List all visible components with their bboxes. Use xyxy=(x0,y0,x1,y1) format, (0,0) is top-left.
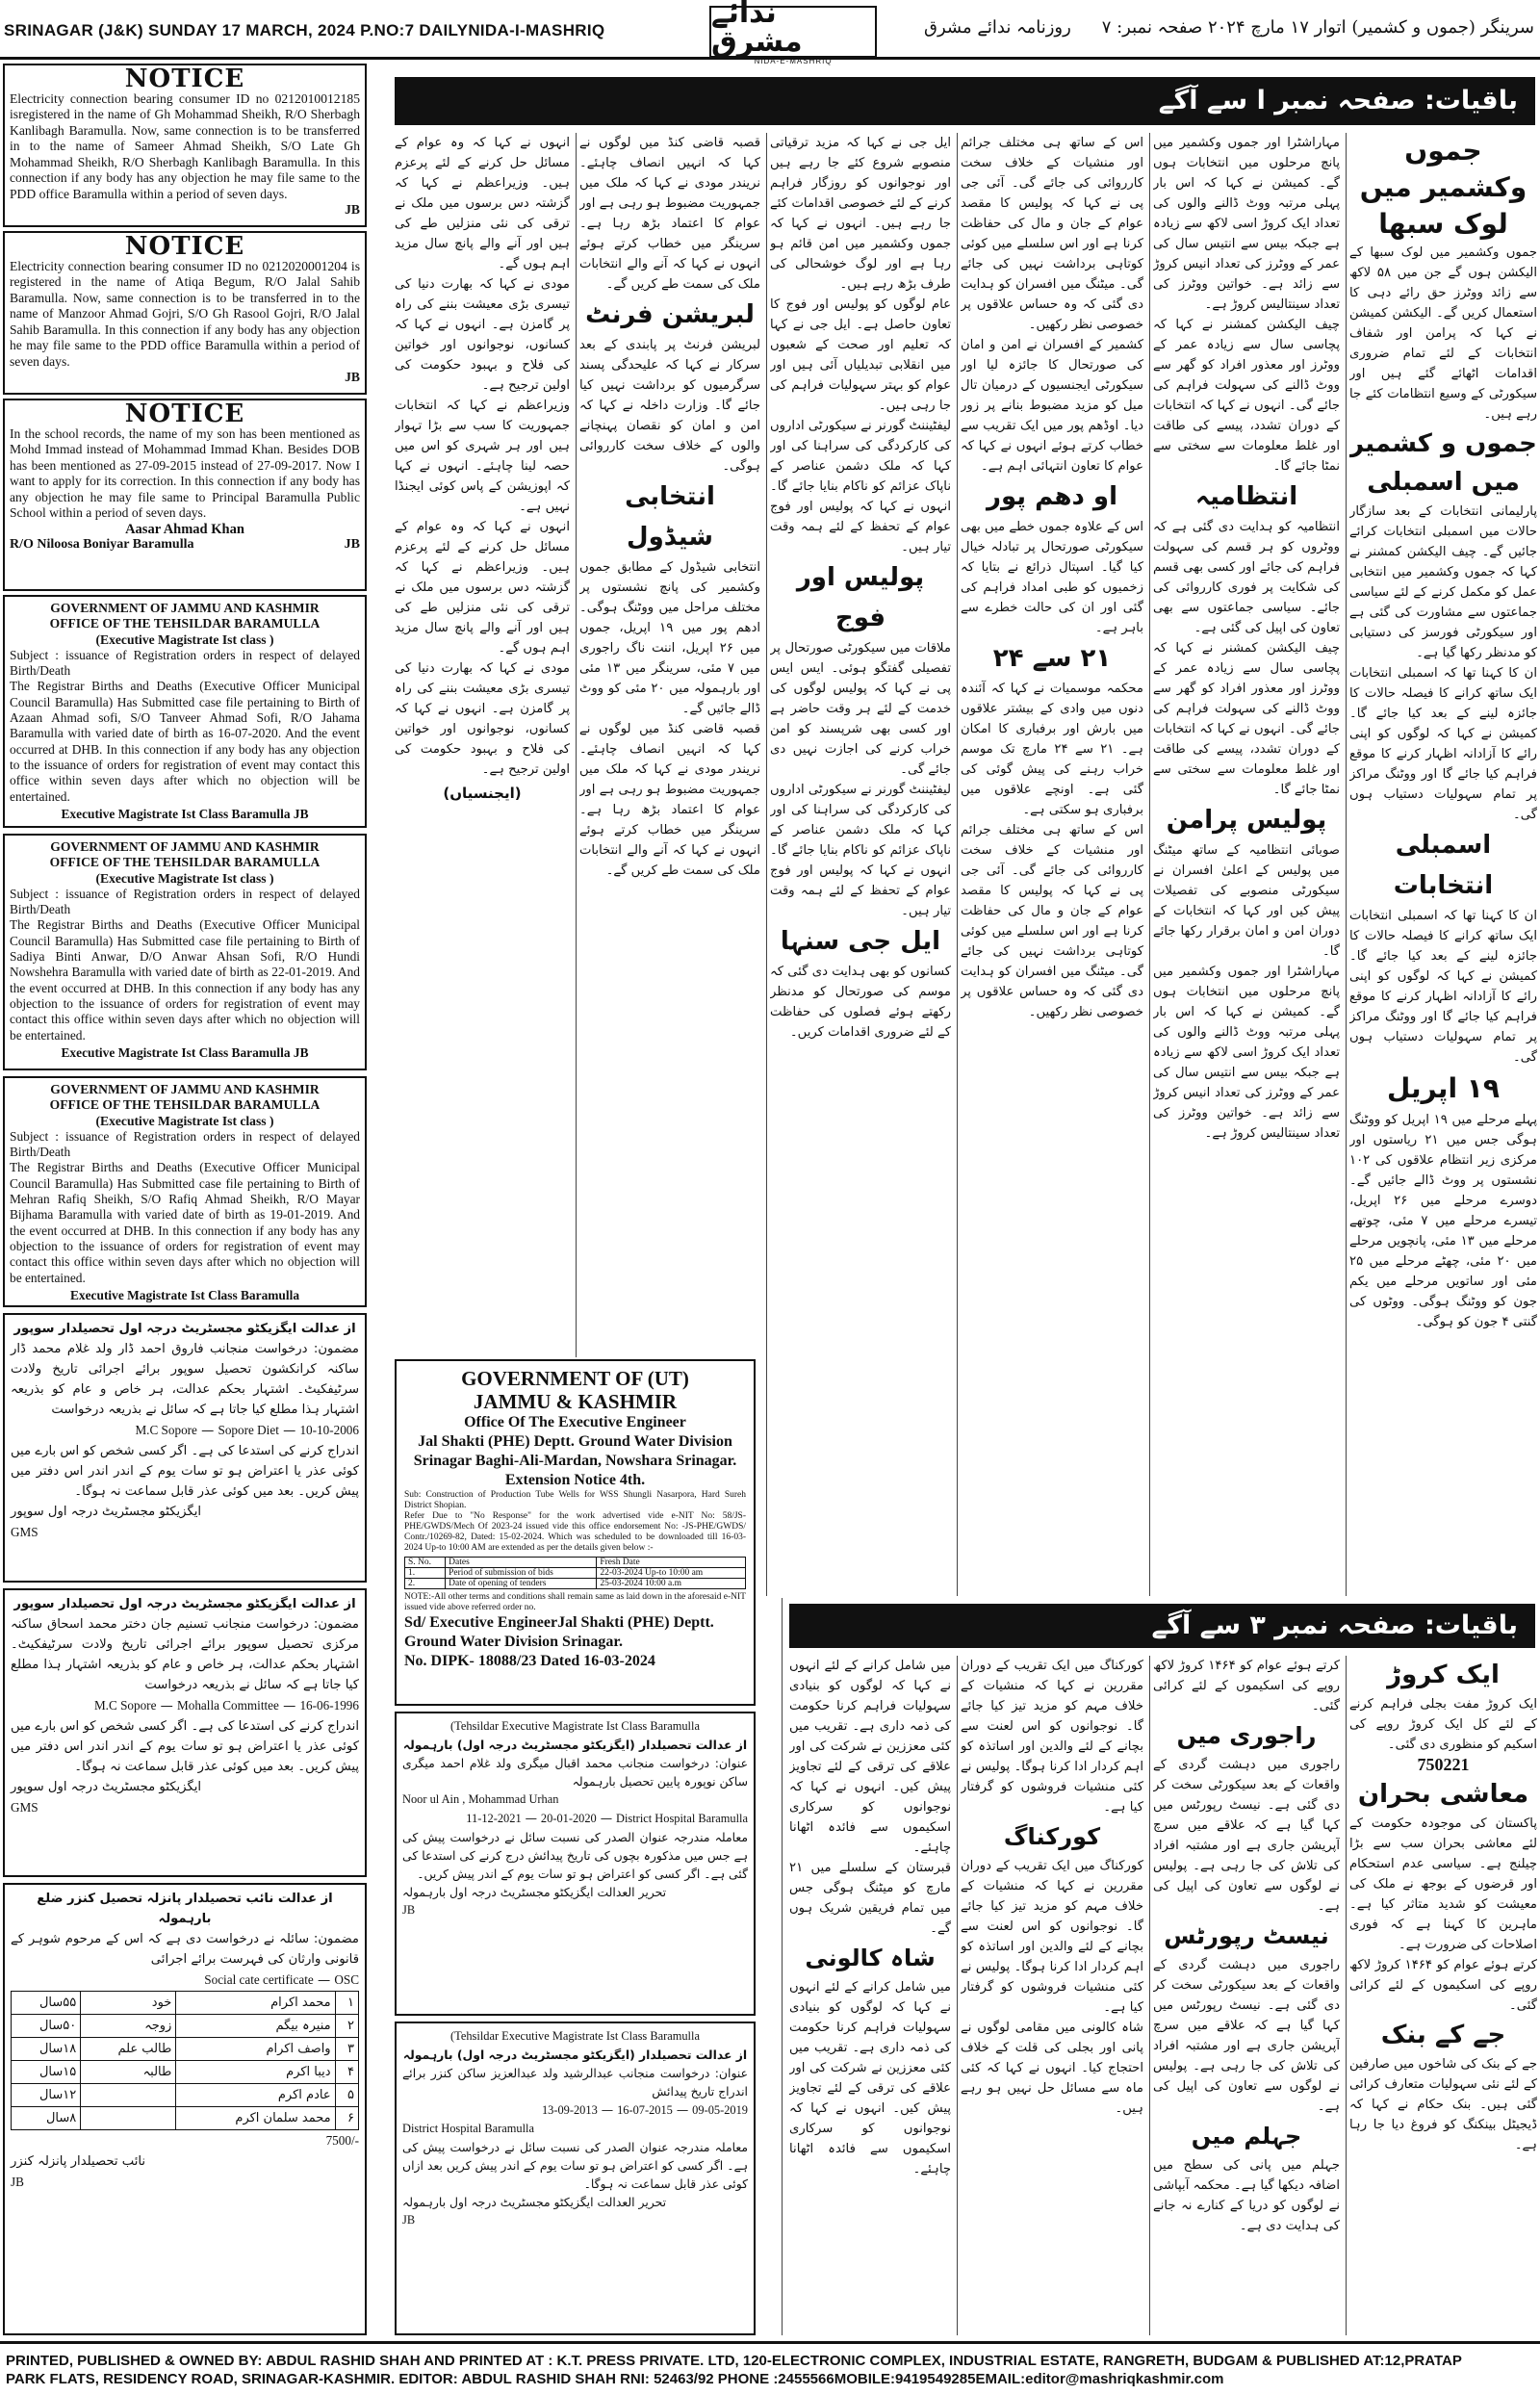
headline: ۱۹ اپریل xyxy=(1387,1072,1500,1104)
notice-body: Electricity connection bearing consumer ID no 0212020001204 is registered in the name of Atiqa Begum, R/O Jalal Sahib Baramulla. Now, same connection is to be transferred in to the name of Manzoor Ahmad Gojri, S/O Gh Rasool Gojri, R/O Jalal Sahib Baramulla. In this connection if any body has any objection he may file same to the PDD office Baramulla within a period of seven days. xyxy=(10,258,360,369)
article-text: مہاراشٹرا اور جموں وکشمیر میں پانچ مرحلوں میں انتخابات ہوں گے۔ کمیشن نے کہا کہ اس بار پہلی مرتبہ ووٹ ڈالنے والوں کی تعداد ایک کروڑ اسی لاکھ سے زیادہ ہے جبکہ بیس سے انتیس سال کی عمر کے ووٹرز کی تعداد انیس کروڑ سے زائد ہے۔ خواتین ووٹرز کی تعداد سینتالیس کروڑ ہے۔ xyxy=(1153,965,1340,1141)
legal-heir-fee: 7500/- xyxy=(325,2133,359,2148)
tehsildar-head: (Tehsildar Executive Magistrate Ist Class Baramulla xyxy=(450,1719,700,1733)
article-text: انتخابی شیڈول کے مطابق جموں وکشمیر کی پانچ نشستوں پر مختلف مراحل میں ووٹنگ ہوگی۔ ادھم پور میں ۱۹ اپریل، جموں میں ۲۶ اپریل، اننت ناگ راجوری میں ۷ مئی، سرینگر میں ۱۳ مئی اور بارہمولہ میں ۲۰ مئی کو ووٹ ڈالے جائیں گے۔ xyxy=(579,560,760,716)
urdu-notice-sign: ایگزیکٹو مجسٹریٹ درجہ اول سوپور xyxy=(11,1780,202,1794)
tehsildar-date: 20-01-2020 xyxy=(540,1812,597,1825)
tehsildar-place: District Hospital Baramulla xyxy=(402,2122,534,2135)
table-header: Dates xyxy=(446,1558,597,1568)
article-text: راجوری میں دہشت گردی کے واقعات کے بعد سیکورٹی سخت کر دی گئی ہے۔ نیسٹ رپورٹس میں کہا گیا ہے کہ علاقے میں سرچ آپریشن جاری ہے اور مشتبہ افراد کی تلاش کی جا رہی ہے۔ پولیس نے لوگوں سے تعاون کی اپیل کی ہے۔ xyxy=(1153,1958,1340,2114)
tender-reference: Refer Due to "No Response" for the work advertised vide e-NIT No: 58/JS-PHE/GWDS/Mech Of 2023-24 issued vide this office endorsement No: -JS-PHE/GWDS/ Contr./10269-82, Dated: 15-02-2024. Which was scheduled to be downloaded till 16-03-2024 Up-to 10:00 AM are extended as per the details given below :- xyxy=(404,1511,746,1553)
article-text: انتظامیہ کو ہدایت دی گئی ہے کہ ووٹروں کو ہر قسم کی سہولت فراہم کی جائے اور کسی بھی قسم کی شکایت پر فوری کارروائی کی جائے۔ سیاسی جماعتوں سے بھی تعاون کی اپیل کی گئی ہے۔ xyxy=(1153,520,1340,635)
article-text: کورکناگ میں ایک تقریب کے دوران مقررین نے کہا کہ منشیات کے خلاف مہم کو مزید تیز کیا جائے گا۔ نوجوانوں کو اس لعنت سے بچانے کے لئے والدین اور اساتذہ کو اہم کردار ادا کرنا ہوگا۔ پولیس نے کئی منشیات فروشوں کو گرفتار کیا ہے۔ xyxy=(961,1659,1143,1815)
article-text: چیف الیکشن کمشنر نے کہا کہ پچاسی سال سے زیادہ عمر کے ووٹرز اور معذور افراد کو گھر سے ووٹ ڈالنے کی سہولت فراہم کی جائے گی۔ انہوں نے کہا کہ انتخابات کے دوران تشدد، پیسے کی طاقت اور غلط معلومات سے سختی سے نمٹا جائے گا۔ xyxy=(1153,318,1340,474)
article-text: قبرستان کے سلسلے میں ۲۱ مارچ کو میٹنگ ہوگی جس میں تمام فریقین شریک ہوں گے۔ xyxy=(789,1861,951,1936)
tehsildar-notice: (Tehsildar Executive Magistrate Ist Class Baramulla از عدالت تحصیلدار (ایگزیکٹو مجسٹریٹ درجہ اول) بارہمولہ عنوان: درخواست منجانب عبدالرشید ولد عبدالعزیز ساکن کنزر برائے اندراج تاریخ پیدائش 13-09-2013 — 16-07-2015 — 09-05-2019 District Hospital Baramulla معاملہ مندرجہ عنوان الصدر کی نسبت سائل نے درخواست پیش کی ہے۔ اگر کسی کو اعتراض ہو تو سات یوم کے اندر پیش کریں بعد ازاں کوئی عذر قابل سماعت نہ ہوگا۔ تحریر العدالت ایگزیکٹو مجسٹریٹ درجہ اول بارہمولہ JB xyxy=(395,2022,756,2335)
article-text: میں شامل کرانے کے لئے انہوں نے کہا کہ لوگوں کو بنیادی سہولیات فراہم کرنا حکومت کی ذمہ داری ہے۔ تقریب میں کئی معززین نے شرکت کی اور علاقے کی ترقی کے لئے تجاویز پیش کیں۔ انہوں نے کہا کہ نوجوانوں کو سرکاری اسکیموں سے فائدہ اٹھانا چاہئے۔ xyxy=(789,1980,951,2176)
article-text: انہوں نے کہا کہ وہ عوام کے مسائل حل کرنے کے لئے پرعزم ہیں۔ وزیراعظم نے کہا کہ گزشتہ دس برسوں میں ملک نے ترقی کی نئی منزلیں طے کی ہیں اور آنے والے پانچ سال مزید اہم ہوں گے۔ xyxy=(395,136,570,271)
tehsildar-body2: معاملہ مندرجہ عنوان الصدر کی نسبت سائل نے درخواست پیش کی ہے۔ اگر کسی کو اعتراض ہو تو سات یوم کے اندر پیش کریں بعد ازاں کوئی عذر قابل سماعت نہ ہوگا۔ xyxy=(402,2140,748,2191)
notice-heading: NOTICE xyxy=(124,399,245,428)
tender-h5: Srinagar Baghi-Ali-Mardan, Nowshara Srinagar. xyxy=(413,1453,737,1469)
article-text: انہوں نے کہا کہ وہ عوام کے مسائل حل کرنے کے لئے پرعزم ہیں۔ وزیراعظم نے کہا کہ گزشتہ دس برسوں میں ملک نے ترقی کی نئی منزلیں طے کی ہیں اور آنے والے پانچ سال مزید اہم ہوں گے۔ xyxy=(395,520,570,656)
article-column xyxy=(789,1656,951,2335)
column-rule xyxy=(576,133,577,1357)
urdu-notice-inline: 10-10-2006 xyxy=(299,1423,359,1437)
table-row xyxy=(12,2038,359,2061)
headline: لبریشن فرنٹ xyxy=(585,300,755,329)
tender-h6: Extension Notice 4th. xyxy=(504,1472,646,1488)
continuation-banner: باقیات: صفحہ نمبر ۳ سے آگے xyxy=(789,1604,1535,1648)
table-cell: ۵۵سال xyxy=(12,1992,81,2015)
article-text: اس کے ساتھ ہی مختلف جرائم اور منشیات کے خلاف سخت کارروائی کی جائے گی۔ آئی جی پی نے کہا کہ پولیس کا مقصد عوام کے جان و مال کی حفاظت کرنا ہے اور اس سلسلے میں کوئی کوتاہی برداشت نہیں کی جائے گی۔ میٹنگ میں افسران کو ہدایت دی گئی کہ وہ حساس علاقوں پر خصوصی نظر رکھیں۔ xyxy=(961,823,1143,1019)
table-cell: ۳ xyxy=(335,2038,358,2061)
article-text: ان کا کہنا تھا کہ اسمبلی انتخابات ایک ساتھ کرانے کا فیصلہ حالات کا جائزہ لینے کے بعد کیا جائے گا۔ کمیشن نے کہا کہ لوگوں کو اپنی رائے کا آزادانہ اظہار کرنے کا موقع فراہم کیا جائے گا اور ووٹنگ مراکز پر تمام سہولیات دستیاب ہوں گی۔ xyxy=(1349,666,1537,822)
article-column xyxy=(961,1656,1143,2335)
urdu-notice-inline: 16-06-1996 xyxy=(299,1698,359,1713)
gov-notice xyxy=(3,1076,367,1307)
gov-notice xyxy=(3,595,367,828)
table-cell: خود xyxy=(81,1992,176,2015)
table-cell: طالب علم xyxy=(81,2038,176,2061)
table-row xyxy=(12,2084,359,2107)
imprint-line-1: PRINTED, PUBLISHED & OWNED BY: ABDUL RASHID SHAH AND PRINTED AT : K.T. PRESS PRIVATE. LTD, 120-ELECTRONIC COMPLEX, INDUSTRIAL ESTATE, RANGRETH, BUDGAM & PUBLISHED AT:12,PRATAP xyxy=(6,2353,1462,2369)
tehsildar-head-urdu: از عدالت تحصیلدار (ایگزیکٹو مجسٹریٹ درجہ اول) بارہمولہ xyxy=(402,2047,748,2062)
notice-heading: NOTICE xyxy=(124,64,245,93)
table-cell: ۱۵سال xyxy=(12,2061,81,2084)
headline: راجوری میں xyxy=(1176,1722,1317,1749)
article-column xyxy=(770,133,951,1596)
headline: اسمبلی انتخابات xyxy=(1393,831,1494,900)
headline: انتخابی شیڈول xyxy=(625,482,715,552)
headline: انتظامیہ xyxy=(1194,482,1298,511)
table-cell: 2. xyxy=(405,1579,446,1589)
tehsildar-place: District Hospital Baramulla xyxy=(616,1812,748,1825)
masthead xyxy=(0,0,1540,65)
article-text: جموں وکشمیر میں لوک سبھا کے الیکشن ہوں گے جن میں ۵۸ لاکھ سے زائد ووٹرز حق رائے دہی کا استعمال کریں گے۔ الیکشن کمیشن نے کہا کہ پرامن اور شفاف انتخابات کے لئے تمام ضروری اقدامات اٹھائے گئے ہیں اور سیکورٹی کے وسیع انتظامات کئے جا رہے ہیں۔ xyxy=(1349,245,1537,422)
article-text: ان کا کہنا تھا کہ اسمبلی انتخابات ایک ساتھ کرانے کا فیصلہ حالات کا جائزہ لینے کے بعد کیا جائے گا۔ کمیشن نے کہا کہ لوگوں کو اپنی رائے کا آزادانہ اظہار کرنے کا موقع فراہم کیا جائے گا اور ووٹنگ مراکز پر تمام سہولیات دستیاب ہوں گی۔ xyxy=(1349,909,1537,1065)
headline: جہلم میں xyxy=(1191,2123,1302,2150)
table-cell: ۴ xyxy=(335,2061,358,2084)
headline: پولیس پرامن xyxy=(1166,806,1327,835)
table-cell: 22-03-2024 Up-to 10:00 am xyxy=(597,1568,746,1579)
tehsildar-body: عنوان: درخواست منجانب عبدالرشید ولد عبدالعزیز ساکن کنزر برائے اندراج تاریخ پیدائش xyxy=(402,2066,748,2099)
legal-heir-table xyxy=(11,1991,359,2130)
gov-notice-body: Subject : issuance of Registration orders in respect of delayed Birth/Death The Registrar Births and Deaths (Executive Officer Municipal Council Baramulla) Has Submitted case file pertaining to Birth of Mehran Rafiq Sheikh, S/O Rafiq Ahmad Sheikh, R/O Mayar Bijhama Baramulla with varied date of birth as 19-01-2019. And the event occurred at DHB. In this connection if any body has any objection to the issuance of orders for registration of event may contact this office within seven days after which no objection will be entertained. xyxy=(10,1128,360,1285)
tehsildar-body: عنوان: درخواست منجانب محمد اقبال میگری ولد غلام احمد میگری ساکن نوپورہ پایین تحصیل بارہمولہ xyxy=(402,1756,748,1789)
notice-tag: JB xyxy=(345,370,360,384)
article-text: ایک کروڑ مفت بجلی فراہم کرنے کے لئے کل ایک کروڑ روپے کی اسکیم کو منظوری دی گئی۔ xyxy=(1349,1697,1537,1752)
table-cell: ۱۲سال xyxy=(12,2084,81,2107)
tehsildar-date: 11-12-2021 xyxy=(466,1812,522,1825)
table-cell xyxy=(81,2107,176,2130)
article-text: پاکستان کی موجودہ حکومت کے لئے معاشی بحران سب سے بڑا چیلنج ہے۔ سیاسی عدم استحکام اور قرضوں کے بوجھ نے ملک کی معیشت کو شدید متاثر کیا ہے۔ ماہرین کا کہنا ہے کہ فوری اصلاحات کی ضرورت ہے۔ xyxy=(1349,1816,1537,1952)
gov-notice-h1: GOVERNMENT OF JAMMU AND KASHMIR xyxy=(50,601,320,615)
tehsildar-notice: (Tehsildar Executive Magistrate Ist Class Baramulla از عدالت تحصیلدار (ایگزیکٹو مجسٹریٹ درجہ اول) بارہمولہ عنوان: درخواست منجانب محمد اقبال میگری ولد غلام احمد میگری ساکن نوپورہ پایین تحصیل بارہمولہ Noor ul Ain , Mohammad Urhan 11-12-2021 — 20-01-2020 — District Hospital Baramulla معاملہ مندرجہ عنوان الصدر کی نسبت سائل نے درخواست پیش کی ہے جس میں مذکورہ بچوں کی تاریخ پیدائش درج کرنے کی استدعا کی گئی ہے۔ اگر کسی کو اعتراض ہو تو سات یوم کے اندر پیش کریں۔ تحریر العدالت ایگزیکٹو مجسٹریٹ درجہ اول بارہمولہ JB xyxy=(395,1712,756,2016)
tehsildar-body2: معاملہ مندرجہ عنوان الصدر کی نسبت سائل نے درخواست پیش کی ہے جس میں مذکورہ بچوں کی تاریخ پیدائش درج کرنے کی استدعا کی گئی ہے۔ اگر کسی کو اعتراض ہو تو سات یوم کے اندر پیش کریں۔ xyxy=(402,1830,748,1881)
highlight-number: 750221 xyxy=(1417,1755,1470,1774)
tehsildar-date: 16-07-2015 xyxy=(617,2103,673,2117)
table-row xyxy=(405,1579,746,1589)
logo-subtitle: NIDA-E-MASHRIQ xyxy=(754,56,833,65)
table-row xyxy=(405,1568,746,1579)
article-text: ایل جی نے کہا کہ مزید ترقیاتی منصوبے شروع کئے جا رہے ہیں اور نوجوانوں کو روزگار فراہم کرنے کے لئے خصوصی اقدامات کئے جا رہے ہیں۔ انہوں نے کہا کہ جموں وکشمیر میں امن قائم ہو رہا ہے اور لوگ خوشحالی کی طرف بڑھ رہے ہیں۔ xyxy=(770,136,951,292)
gov-notice-h3: (Executive Magistrate Ist class ) xyxy=(95,631,274,647)
headline: جموں وکشمیر میں لوک سبھا xyxy=(1359,135,1527,240)
article-text: چیف الیکشن کمشنر نے کہا کہ پچاسی سال سے زیادہ عمر کے ووٹرز اور معذور افراد کو گھر سے ووٹ ڈالنے کی سہولت فراہم کی جائے گی۔ انہوں نے کہا کہ انتخابات کے دوران تشدد، پیسے کی طاقت اور غلط معلومات سے سختی سے نمٹا جائے گا۔ xyxy=(1153,641,1340,797)
article-text: محکمہ موسمیات نے کہا کہ آئندہ دنوں میں وادی کے بیشتر علاقوں میں بارش اور برفباری کا امکان ہے۔ ۲۱ سے ۲۴ مارچ تک موسم خراب رہنے کی پیش گوئی کی گئی ہے۔ اونچے علاقوں میں برفباری ہو سکتی ہے۔ xyxy=(961,682,1143,817)
agency-credit: (ایجنسیاں) xyxy=(443,785,522,802)
article-text: صوبائی انتظامیہ کے ساتھ میٹنگ میں پولیس کے اعلیٰ افسران نے سیکورٹی منصوبے کی تفصیلات پیش کیں اور کہا کہ انتخابات کے دوران امن و امان برقرار رکھا جائے گا۔ xyxy=(1153,843,1340,959)
legal-heir-tag: JB xyxy=(11,2175,24,2189)
urdu-court-notice: از عدالت ایگزیکٹو مجسٹریٹ درجہ اول تحصیلدار سوپور مضمون: درخواست منجانب تسنیم جان دختر محمد اسحاق ساکنہ مرکزی تحصیل سوپور برائے اجرائی تاریخ ولادت سرٹیفکیٹ۔ اشتہار بحکم عدالت، ہر خاص و عام کو بذریعہ اشتہار ہذا مطلع کیا جاتا ہے کہ سائل نے بذریعہ درخواست M.C Sopore — Mohalla Committee — 16-06-1996 اندراج کرنے کی استدعا کی ہے۔ اگر کسی شخص کو اس بارے میں کوئی عذر یا اعتراض ہو تو سات یوم کے اندر اندر اس دفتر میں پیش کریں۔ بعد میں کوئی عذر قابل سماعت نہ ہوگا۔ ایگزیکٹو مجسٹریٹ درجہ اول سوپور GMS xyxy=(3,1588,367,1877)
notice-box xyxy=(3,399,367,591)
headline: ۲۱ سے ۲۴ xyxy=(992,644,1112,673)
article-text: راجوری میں دہشت گردی کے واقعات کے بعد سیکورٹی سخت کر دی گئی ہے۔ نیسٹ رپورٹس میں کہا گیا ہے کہ علاقے میں سرچ آپریشن جاری ہے اور مشتبہ افراد کی تلاش کی جا رہی ہے۔ پولیس نے لوگوں سے تعاون کی اپیل کی ہے۔ xyxy=(1153,1758,1340,1914)
article-text: مودی نے کہا کہ بھارت دنیا کی تیسری بڑی معیشت بننے کی راہ پر گامزن ہے۔ انہوں نے کہا کہ کسانوں، نوجوانوں اور خواتین کی فلاح و بہبود حکومت کی اولین ترجیح ہے۔ xyxy=(395,277,570,393)
headline: ایک کروڑ xyxy=(1387,1661,1500,1689)
tender-notice xyxy=(395,1359,756,1706)
tehsildar-sign: تحریر العدالت ایگزیکٹو مجسٹریٹ درجہ اول بارہمولہ xyxy=(402,2195,667,2209)
table-cell: طالبہ xyxy=(81,2061,176,2084)
article-column xyxy=(961,133,1143,1596)
table-cell: Date of opening of tenders xyxy=(446,1579,597,1589)
notice-heading: NOTICE xyxy=(124,232,245,261)
table-cell: دیبا اکرم xyxy=(176,2061,335,2084)
article-text: کرتے ہوئے عوام کو ۱۴۶۴ کروڑ لاکھ روپے کی اسکیموں کے لئے کرائی گئی۔ xyxy=(1153,1659,1340,1713)
tehsildar-head: (Tehsildar Executive Magistrate Ist Class Baramulla xyxy=(450,2029,700,2043)
gov-notice-h1: GOVERNMENT OF JAMMU AND KASHMIR xyxy=(50,839,320,854)
table-row xyxy=(12,2107,359,2130)
table-cell: محمد اکرام xyxy=(176,1992,335,2015)
tender-notice-number: No. DIPK- 18088/23 Dated 16-03-2024 xyxy=(404,1653,655,1669)
column-rule xyxy=(957,1656,958,2335)
table-cell xyxy=(81,2084,176,2107)
article-text: میں شامل کرانے کے لئے انہوں نے کہا کہ لوگوں کو بنیادی سہولیات فراہم کرنا حکومت کی ذمہ داری ہے۔ تقریب میں کئی معززین نے شرکت کی اور علاقے کی ترقی کے لئے تجاویز پیش کیں۔ انہوں نے کہا کہ نوجوانوں کو سرکاری اسکیموں سے فائدہ اٹھانا چاہئے۔ xyxy=(789,1659,951,1855)
imprint-line-2: PARK FLATS, RESIDENCY ROAD, SRINAGAR-KASHMIR. EDITOR: ABDUL RASHID SHAH RNI: 52463/92 PHONE :2455566MOBILE:9419549285EMAIL:editor@mashriqkashmir.com xyxy=(6,2371,1224,2387)
tehsildar-head-urdu: از عدالت تحصیلدار (ایگزیکٹو مجسٹریٹ درجہ اول) بارہمولہ xyxy=(402,1738,748,1752)
legal-heir-sign: نائب تحصیلدار پانزلہ کنزر xyxy=(11,2154,146,2169)
table-cell: 1. xyxy=(405,1568,446,1579)
article-text: پارلیمانی انتخابات کے بعد سازگار حالات میں اسمبلی انتخابات کرائے جائیں گے۔ چیف الیکشن کمشنر نے کہا کہ جموں وکشمیر میں انتخابی عمل کو مکمل کرنے کے لئے سیاسی جماعتوں سے مشاورت کی گئی ہے اور سیکورٹی فورسز کی دستیابی کو مدنظر رکھا گیا ہے۔ xyxy=(1349,504,1537,660)
gov-notice-foot: Executive Magistrate Ist Class Baramulla JB xyxy=(61,806,309,821)
notice-body: In the school records, the name of my son has been mentioned as Mohd Immad instead of Mohammad Immad Khan. Besides DOB has been mentioned as 27-09-2015 instead of 27-09-2017. Now I want to apply for its correction. In this connection if any body has any objection he may file same to Principal Baramulla Public School within a period of seven days. xyxy=(10,425,360,520)
notice-tag: JB xyxy=(345,202,360,217)
tender-dates-table xyxy=(404,1557,746,1589)
notice-box xyxy=(3,231,367,395)
legal-heir-inline: OSC xyxy=(334,1972,359,1987)
urdu-notice-tag: GMS xyxy=(11,1525,38,1539)
urdu-notice-body: مضمون: درخواست منجانب تسنیم جان دختر محمد اسحاق ساکنہ مرکزی تحصیل سوپور برائے اجرائی تاریخ ولادت سرٹیفکیٹ۔ اشتہار بحکم عدالت، ہر خاص و عام کو بذریعہ اشتہار ہذا مطلع کیا جاتا ہے کہ سائل نے بذریعہ درخواست xyxy=(11,1617,359,1692)
gov-notice-body: Subject : issuance of Registration orders in respect of delayed Birth/Death The Registrar Births and Deaths (Executive Officer Municipal Council Baramulla) Has Submitted case file pertaining to Birth of Sadiya Binti Anwar, D/O Anwar Ahsan Sofi, R/O Hundi Nowshehra Baramulla with varied date of birth as 22-01-2019. And the event occurred at DHB. In this connection if any body has any objection to the issuance of orders for registration of event may contact this office within seven days after which no objection will be entertained. xyxy=(10,886,360,1043)
article-column xyxy=(1153,1656,1340,2335)
table-header: Fresh Date xyxy=(597,1558,746,1568)
headline: نیسٹ رپورٹس xyxy=(1164,1922,1329,1949)
notice-box xyxy=(3,64,367,227)
urdu-notice-body: مضمون: درخواست منجانب فاروق احمد ڈار ولد غلام محمد ڈار ساکنہ کرانکشون تحصیل سوپور برائے اجرائی تاریخ ولادت سرٹیفکیٹ۔ اشتہار بحکم عدالت، ہر خاص و عام کو بذریعہ اشتہار ہذا مطلع کیا جاتا ہے کہ سائل نے بذریعہ درخواست xyxy=(11,1342,359,1417)
gov-notice-foot: Executive Magistrate Ist Class Baramulla JB xyxy=(61,1044,309,1060)
article-column xyxy=(1349,133,1537,1596)
gov-notice-foot: Executive Magistrate Ist Class Baramulla xyxy=(69,1287,300,1302)
gov-notice-h3: (Executive Magistrate Ist class ) xyxy=(95,870,274,886)
headline: کورکناگ xyxy=(1003,1823,1101,1850)
article-text: قصبہ قاضی کنڈ میں لوگوں نے کہا کہ انہیں انصاف چاہئے۔ نریندر مودی نے کہا کہ ملک میں جمہوریت مضبوط ہو رہی ہے اور عوام کا اعتماد بڑھ رہا ہے۔ سرینگر میں خطاب کرتے ہوئے انہوں نے کہا کہ آنے والے انتخابات ملک کی سمت طے کریں گے۔ xyxy=(579,722,760,878)
tehsildar-date: 09-05-2019 xyxy=(692,2103,748,2117)
tender-note: NOTE:-All other terms and conditions shall remain same as laid down in the aforesaid e-NIT issued vide above referred order no. xyxy=(404,1592,746,1612)
article-text: شاہ کالونی میں مقامی لوگوں نے پانی اور بجلی کی قلت کے خلاف احتجاج کیا۔ انہوں نے کہا کہ کئی ماہ سے مسائل حل نہیں ہو رہے ہیں۔ xyxy=(961,2021,1143,2116)
table-cell: زوجہ xyxy=(81,2015,176,2038)
table-cell: محمد سلمان اکرم xyxy=(176,2107,335,2130)
table-cell: Period of submission of bids xyxy=(446,1568,597,1579)
headline: ایل جی سنہا xyxy=(780,927,941,956)
notice-signatory: Aasar Ahmad Khan xyxy=(125,521,244,537)
article-text: کورکناگ میں ایک تقریب کے دوران مقررین نے کہا کہ منشیات کے خلاف مہم کو مزید تیز کیا جائے گا۔ نوجوانوں کو اس لعنت سے بچانے کے لئے والدین اور اساتذہ کو اہم کردار ادا کرنا ہوگا۔ پولیس نے کئی منشیات فروشوں کو گرفتار کیا ہے۔ xyxy=(961,1859,1143,2015)
article-text: مودی نے کہا کہ بھارت دنیا کی تیسری بڑی معیشت بننے کی راہ پر گامزن ہے۔ انہوں نے کہا کہ کسانوں، نوجوانوں اور خواتین کی فلاح و بہبود حکومت کی اولین ترجیح ہے۔ xyxy=(395,661,570,777)
article-text: اس کے ساتھ ہی مختلف جرائم اور منشیات کے خلاف سخت کارروائی کی جائے گی۔ آئی جی پی نے کہا کہ پولیس کا مقصد عوام کے جان و مال کی حفاظت کرنا ہے اور اس سلسلے میں کوئی کوتاہی برداشت نہیں کی جائے گی۔ میٹنگ میں افسران کو ہدایت دی گئی کہ وہ حساس علاقوں پر خصوصی نظر رکھیں۔ xyxy=(961,136,1143,332)
masthead-date-urdu: سرینگر (جموں و کشمیر) اتوار ۱۷ مارچ ۲۰۲۴ صفحہ نمبر: ۷ xyxy=(1101,17,1534,38)
logo-title: ندائے مشرق xyxy=(711,0,803,59)
table-row xyxy=(12,2015,359,2038)
article-text: اس کے علاوہ جموں خطے میں بھی سیکورٹی صورتحال پر تبادلہ خیال کیا گیا۔ اسپتال ذرائع نے بتایا کہ زخمیوں کو طبی امداد فراہم کی گئی اور ان کی حالت خطرے سے باہر ہے۔ xyxy=(961,520,1143,635)
article-column xyxy=(1153,133,1340,1596)
tender-signature-1: Sd/ Executive EngineerJal Shakti (PHE) Deptt. xyxy=(404,1614,714,1631)
urdu-notice-body2: اندراج کرنے کی استدعا کی ہے۔ اگر کسی شخص کو اس بارے میں کوئی عذر یا اعتراض ہو تو سات یوم کے اندر اندر اس دفتر میں پیش کریں۔ بعد میں کوئی عذر قابل سماعت نہ ہوگا۔ xyxy=(11,1444,359,1499)
headline: او دھم پور xyxy=(987,482,1117,511)
column-rule xyxy=(1346,133,1347,1596)
article-text: وزیراعظم نے کہا کہ انتخابات جمہوریت کا سب سے بڑا تہوار ہیں اور ہر شہری کو اس میں حصہ لینا چاہئے۔ انہوں نے کہا کہ اپوزیشن کے پاس کوئی ایجنڈا نہیں ہے۔ xyxy=(395,399,570,514)
tender-h2: JAMMU & KASHMIR xyxy=(473,1390,678,1413)
urdu-notice-head: از عدالت ایگزیکٹو مجسٹریٹ درجہ اول تحصیلدار سوپور xyxy=(13,1597,356,1611)
newspaper-logo xyxy=(709,0,877,65)
urdu-notice-body2: اندراج کرنے کی استدعا کی ہے۔ اگر کسی شخص کو اس بارے میں کوئی عذر یا اعتراض ہو تو سات یوم کے اندر اندر اس دفتر میں پیش کریں۔ بعد میں کوئی عذر قابل سماعت نہ ہوگا۔ xyxy=(11,1719,359,1774)
urdu-notice-tag: GMS xyxy=(11,1800,38,1815)
continuation-banner: باقیات: صفحہ نمبر ا سے آگے xyxy=(395,77,1535,125)
table-cell: ۱۸سال xyxy=(12,2038,81,2061)
masthead-paper-name: روزنامہ ندائے مشرق xyxy=(924,17,1071,38)
tender-h3: Office Of The Executive Engineer xyxy=(464,1414,686,1430)
gov-notice-h1: GOVERNMENT OF JAMMU AND KASHMIR xyxy=(50,1082,320,1096)
article-column xyxy=(395,133,570,1357)
gov-notice xyxy=(3,834,367,1070)
table-header: S. No. xyxy=(405,1558,446,1568)
notice-body: Electricity connection bearing consumer ID no 0212010012185 isregistered in the name of Gh Mohammad Sheikh, R/O Sherbagh Kanlibagh Baramulla. Now, same connection is to be transferred in to the name of Sameer Ahmad Sheikh, S/O Late Gh Mohammad Sheikh, R/O Sherbagh Kanlibagh Baramulla. In this connection if any body has any objection he may file same to the PDD office Baramulla within a period of seven days. xyxy=(10,90,360,201)
article-text: ملاقات میں سیکورٹی صورتحال پر تفصیلی گفتگو ہوئی۔ ایس ایس پی نے کہا کہ پولیس لوگوں کی خدمت کے لئے ہر وقت حاضر ہے اور کسی بھی شرپسند کو امن خراب کرنے کی اجازت نہیں دی جائے گی۔ xyxy=(770,641,951,777)
urdu-notice-inline: Mohalla Committee xyxy=(177,1698,279,1713)
tehsildar-tag: JB xyxy=(402,2213,416,2227)
legal-heir-head: از عدالت نائب تحصیلدار پانزلہ تحصیل کنزر ضلع بارہمولہ xyxy=(37,1892,333,1926)
table-cell: ۵۰سال xyxy=(12,2015,81,2038)
column-rule xyxy=(1346,1656,1347,2335)
article-text: لیفٹیننٹ گورنر نے سیکورٹی اداروں کی کارکردگی کی سراہنا کی اور کہا کہ ملک دشمن عناصر کے ناپاک عزائم کو ناکام بنایا جائے گا۔ انہوں نے کہا کہ پولیس اور فوج عوام کے تحفظ کے لئے ہمہ وقت تیار ہیں۔ xyxy=(770,419,951,554)
table-row xyxy=(12,2061,359,2084)
article-text: جہلم میں پانی کی سطح میں اضافہ دیکھا گیا ہے۔ محکمہ آبپاشی نے لوگوں کو دریا کے کنارے نہ جانے کی ہدایت دی ہے۔ xyxy=(1153,2158,1340,2233)
imprint-footer xyxy=(0,2341,1540,2395)
masthead-dateline: SRINAGAR (J&K) SUNDAY 17 MARCH, 2024 P.NO:7 DAILYNIDA-I-MASHRIQ xyxy=(4,21,605,39)
article-column xyxy=(1349,1656,1537,2335)
column-rule xyxy=(766,133,767,1596)
tender-h1: GOVERNMENT OF (UT) xyxy=(461,1367,689,1390)
table-cell: عادم اکرم xyxy=(176,2084,335,2107)
tehsildar-tag: JB xyxy=(402,1903,416,1917)
tehsildar-names: Noor ul Ain , Mohammad Urhan xyxy=(402,1792,559,1806)
column-rule xyxy=(1149,1656,1150,2335)
table-cell: منیرہ بیگم xyxy=(176,2015,335,2038)
headline: پولیس اور فوج xyxy=(796,563,925,632)
table-row xyxy=(12,1992,359,2015)
gov-notice-h2: OFFICE OF THE TEHSILDAR BARAMULLA xyxy=(49,616,321,631)
table-cell: واصف اکرام xyxy=(176,2038,335,2061)
column-rule xyxy=(957,133,958,1596)
column-rule xyxy=(1149,133,1150,1596)
gov-notice-h3: (Executive Magistrate Ist class ) xyxy=(95,1113,274,1128)
tender-signature-2: Ground Water Division Srinagar. xyxy=(404,1634,624,1650)
headline: جموں و کشمیر میں اسمبلی xyxy=(1349,429,1537,497)
table-cell: ۵ xyxy=(335,2084,358,2107)
notice-address: R/O Niloosa Boniyar Baramulla xyxy=(10,537,194,552)
legal-heir-body: مضمون: سائلہ نے درخواست دی ہے کہ اس کے مرحوم شوہر کے قانونی وارثان کی فہرست برائے اجرائی xyxy=(11,1932,359,1967)
headline: جے کے بنک xyxy=(1380,2021,1506,2049)
article-text: کسانوں کو بھی ہدایت دی گئی کہ موسم کی صورتحال کو مدنظر رکھتے ہوئے فصلوں کی حفاظت کے لئے ضروری اقدامات کریں۔ xyxy=(770,965,951,1040)
legal-heir-notice: از عدالت نائب تحصیلدار پانزلہ تحصیل کنزر ضلع بارہمولہ مضمون: سائلہ نے درخواست دی ہے کہ اس کے مرحوم شوہر کے قانونی وارثان کی فہرست برائے اجرائی Social cate certificate — OSC ۱ محمد اکرام خود ۵۵سال ۲ منیرہ بیگم زوجہ ۵۰سال ۳ واصف اکرام طالب علم ۱۸سال ۴ دیبا اکرم طالبہ ۱۵سال ۵ عادم اکرم ۱۲سال ۶ محمد سلمان اکرم ۸سال 7500/- نائب تحصیلدار پانزلہ کنزر JB xyxy=(3,1883,367,2335)
article-text: پہلے مرحلے میں ۱۹ اپریل کو ووٹنگ ہوگی جس میں ۲۱ ریاستوں اور مرکزی زیر انتظام علاقوں کی ۱۰۲ نشستوں پر ووٹ ڈالے جائیں گے۔ دوسرے مرحلے میں ۲۶ اپریل، تیسرے مرحلے میں ۷ مئی، چوتھے مرحلے میں ۱۳ مئی، پانچویں مرحلے میں ۲۰ مئی، چھٹے مرحلے میں ۲۵ مئی اور ساتویں مرحلے میں یکم جون کو ووٹنگ ہوگی۔ ووٹوں کی گنتی ۴ جون کو ہوگی۔ xyxy=(1349,1113,1537,1329)
table-cell: 25-03-2024 10:00 a.m xyxy=(597,1579,746,1589)
table-cell: ۱ xyxy=(335,1992,358,2015)
article-text: کشمیر کے افسران نے امن و امان کی صورتحال کا جائزہ لیا اور سیکورٹی ایجنسیوں کے درمیان تال میل کو مزید مضبوط بنانے پر زور دیا۔ اوڈھم پور میں ایک تقریب سے خطاب کرتے ہوئے انہوں نے کہا کہ عوام کا تعاون انتہائی اہم ہے۔ xyxy=(961,338,1143,474)
article-text: قصبہ قاضی کنڈ میں لوگوں نے کہا کہ انہیں انصاف چاہئے۔ نریندر مودی نے کہا کہ ملک میں جمہوریت مضبوط ہو رہی ہے اور عوام کا اعتماد بڑھ رہا ہے۔ سرینگر میں خطاب کرتے ہوئے انہوں نے کہا کہ آنے والے انتخابات ملک کی سمت طے کریں گے۔ xyxy=(579,136,760,292)
table-cell: ۸سال xyxy=(12,2107,81,2130)
headline: شاہ کالونی xyxy=(805,1944,936,1971)
table-cell: ۲ xyxy=(335,2015,358,2038)
article-column xyxy=(579,133,760,1357)
tehsildar-sign: تحریر العدالت ایگزیکٹو مجسٹریٹ درجہ اول بارہمولہ xyxy=(402,1885,667,1899)
urdu-notice-inline: Sopore Diet xyxy=(218,1423,279,1437)
tehsildar-date: 13-09-2013 xyxy=(541,2103,598,2117)
article-text: لبریشن فرنٹ پر پابندی کے بعد سرکار نے کہا کہ علیحدگی پسند سرگرمیوں کو برداشت نہیں کیا جائے گا۔ وزارت داخلہ نے کہا کہ امن و امان کو نقصان پہنچانے والوں کے خلاف سخت کارروائی ہوگی۔ xyxy=(579,338,760,474)
headline: معاشی بحران xyxy=(1357,1780,1529,1809)
legal-heir-inline: Social cate certificate xyxy=(204,1972,314,1987)
table-cell: ۶ xyxy=(335,2107,358,2130)
gov-notice-body: Subject : issuance of Registration orders in respect of delayed Birth/Death The Registrar Births and Deaths (Executive Officer Municipal Council Baramulla) Has Submitted case file pertaining to Birth of Azaan Ahmad sofi, S/O Tanveer Ahmad Sofi, R/O Jahama Baramulla with varied date of birth as 16-07-2020. And the event occurred at DHB. In this connection if any body has any objection to the issuance of orders for registration of event may contact this office within seven days after which no objection will be entertained. xyxy=(10,647,360,804)
urdu-court-notice: از عدالت ایگزیکٹو مجسٹریٹ درجہ اول تحصیلدار سوپور مضمون: درخواست منجانب فاروق احمد ڈار ولد غلام محمد ڈار ساکنہ کرانکشون تحصیل سوپور برائے اجرائی تاریخ ولادت سرٹیفکیٹ۔ اشتہار بحکم عدالت، ہر خاص و عام کو بذریعہ اشتہار ہذا مطلع کیا جاتا ہے کہ سائل نے بذریعہ درخواست M.C Sopore — Sopore Diet — 10-10-2006 اندراج کرنے کی استدعا کی ہے۔ اگر کسی شخص کو اس بارے میں کوئی عذر یا اعتراض ہو تو سات یوم کے اندر اندر اس دفتر میں پیش کریں۔ بعد میں کوئی عذر قابل سماعت نہ ہوگا۔ ایگزیکٹو مجسٹریٹ درجہ اول سوپور GMS xyxy=(3,1313,367,1583)
urdu-notice-head: از عدالت ایگزیکٹو مجسٹریٹ درجہ اول تحصیلدار سوپور xyxy=(13,1322,356,1336)
article-text: کرتے ہوئے عوام کو ۱۴۶۴ کروڑ لاکھ روپے کی اسکیموں کے لئے کرائی گئی۔ xyxy=(1349,1958,1537,2013)
article-text: جے کے بنک کی شاخوں میں صارفین کے لئے نئی سہولیات متعارف کرائی گئی ہیں۔ بنک حکام نے کہا کہ ڈیجیٹل بینکنگ کو فروغ دیا جا رہا ہے۔ xyxy=(1349,2057,1537,2152)
notice-tag: JB xyxy=(344,537,360,552)
article-text: لیفٹیننٹ گورنر نے سیکورٹی اداروں کی کارکردگی کی سراہنا کی اور کہا کہ ملک دشمن عناصر کے ناپاک عزائم کو ناکام بنایا جائے گا۔ انہوں نے کہا کہ پولیس اور فوج عوام کے تحفظ کے لئے ہمہ وقت تیار ہیں۔ xyxy=(770,783,951,918)
column-rule xyxy=(782,1598,783,2335)
urdu-notice-inline: M.C Sopore xyxy=(93,1698,157,1713)
article-text: مہاراشٹرا اور جموں وکشمیر میں پانچ مرحلوں میں انتخابات ہوں گے۔ کمیشن نے کہا کہ اس بار پہلی مرتبہ ووٹ ڈالنے والوں کی تعداد ایک کروڑ اسی لاکھ سے زیادہ ہے جبکہ بیس سے انتیس سال کی عمر کے ووٹرز کی تعداد انیس کروڑ سے زائد ہے۔ خواتین ووٹرز کی تعداد سینتالیس کروڑ ہے۔ xyxy=(1153,136,1340,312)
tender-h4: Jal Shakti (PHE) Deptt. Ground Water Division xyxy=(418,1433,732,1450)
urdu-notice-sign: ایگزیکٹو مجسٹریٹ درجہ اول سوپور xyxy=(11,1505,202,1519)
gov-notice-h2: OFFICE OF THE TEHSILDAR BARAMULLA xyxy=(49,855,321,870)
tender-subject: Sub: Construction of Production Tube Wells for WSS Shungli Nasarpora, Hard Sureh District Shopian. xyxy=(404,1490,746,1510)
gov-notice-h2: OFFICE OF THE TEHSILDAR BARAMULLA xyxy=(49,1097,321,1113)
urdu-notice-inline: M.C Sopore xyxy=(135,1423,197,1437)
article-text: عام لوگوں کو پولیس اور فوج کا تعاون حاصل ہے۔ ایل جی نے کہا کہ تعلیم اور صحت کے شعبوں میں انقلابی تبدیلیاں آئی ہیں اور عوام کو بہتر سہولیات فراہم کی جا رہی ہیں۔ xyxy=(770,297,951,413)
